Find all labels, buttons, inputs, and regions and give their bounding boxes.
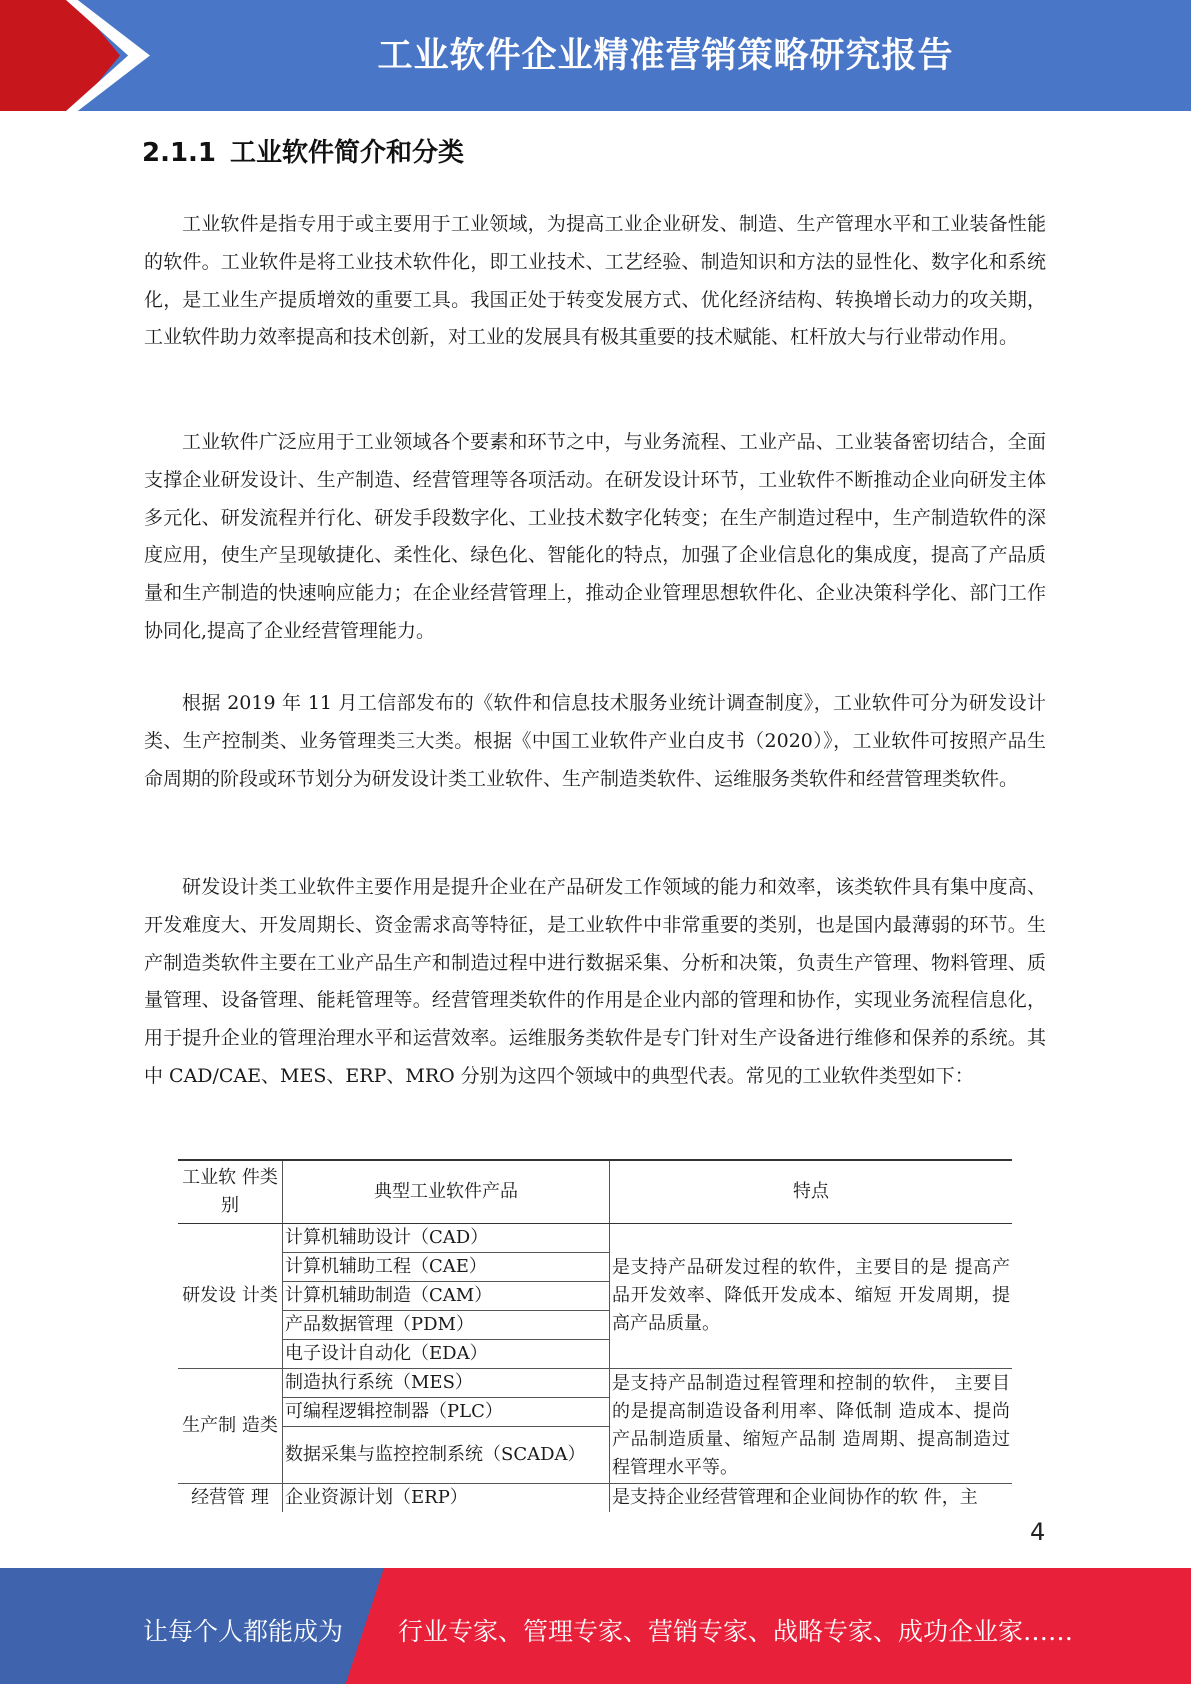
product-cell: 产品数据管理（PDM） — [283, 1311, 610, 1340]
product-cell: 可编程逻辑控制器（PLC） — [283, 1398, 610, 1427]
product-cell: 制造执行系统（MES） — [283, 1369, 610, 1398]
header-products: 典型工业软件产品 — [283, 1160, 610, 1224]
footer-slogan-left: 让每个人都能成为 — [143, 1617, 344, 1646]
paragraph-4: 研发设计类工业软件主要作用是提升企业在产品研发工作领域的能力和效率，该类软件具有集中度高、开发难度大、开发周期长、资金需求高等特征，是工业软件中非常重要的类别，也是国内最薄弱的环节。生产制造类软件主要在工业产品生产和制造过程中进行数据采集、分析和决策，负责生产管理、物料管理、质量管理、设备管理、能耗管理等。经营管理类软件的作用是企业内部的管理和协作，实现业务流程信息化，用于提升企业的管理治理水平和运营效率。运维服务类软件是专门针对生产设备进行维修和保养的系统。其中 CAD/CAE、MES、ERP、MRO 分别为这四个领域中的典型代表。常见的工业软件类型如下： — [144, 876, 1046, 1087]
section-heading — [142, 132, 464, 169]
product-cell: 计算机辅助工程（CAE） — [283, 1253, 610, 1282]
page-footer-banner — [0, 1568, 1191, 1684]
product-cell: 计算机辅助设计（CAD） — [283, 1224, 610, 1253]
product-cell: 计算机辅助制造（CAM） — [283, 1282, 610, 1311]
software-types-table — [178, 1159, 1012, 1512]
category-cell: 生产制 造类 — [178, 1369, 283, 1484]
report-title: 工业软件企业精准营销策略研究报告 — [377, 36, 954, 76]
paragraph-3: 根据 2019 年 11 月工信部发布的《软件和信息技术服务业统计调查制度》，工业软件可分为研发设计类、生产控制类、业务管理类三大类。根据《中国工业软件产业白皮书（2020）》，工业软件可按照产品生命周期的阶段或环节划分为研发设计类工业软件、生产制造类软件、运维服务类软件和经营管理类软件。 — [144, 692, 1046, 790]
product-cell: 企业资源计划（ERP） — [283, 1484, 610, 1513]
section-number: 2.1.1 — [142, 138, 217, 168]
table-row — [178, 1369, 1012, 1398]
product-cell: 数据采集与监控控制系统（SCADA） — [283, 1427, 610, 1484]
category-cell: 经营管 理 — [178, 1484, 283, 1513]
product-cell: 电子设计自动化（EDA） — [283, 1340, 610, 1369]
table-row — [178, 1224, 1012, 1253]
page-number: 4 — [1030, 1518, 1046, 1546]
section-title: 工业软件简介和分类 — [230, 138, 465, 168]
feature-cell: 是支持企业经营管理和企业间协作的软 件，主 — [612, 1487, 978, 1508]
header-red-arrow — [0, 0, 120, 111]
feature-cell: 是支持产品制造过程管理和控制的软件， 主要目的是提高制造设备利用率、降低制 造成本、提尚产品制造质量、缩短产品制 造周期、提高制造过程管理水平等。 — [610, 1369, 1013, 1484]
paragraph-2: 工业软件广泛应用于工业领域各个要素和环节之中，与业务流程、工业产品、工业装备密切结合，全面支撑企业研发设计、生产制造、经营管理等各项活动。在研发设计环节，工业软件不断推动企业向研发主体多元化、研发流程并行化、研发手段数字化、工业技术数字化转变；在生产制造过程中，生产制造软件的深度应用，使生产呈现敏捷化、柔性化、绿色化、智能化的特点，加强了企业信息化的集成度，提高了产品质量和生产制造的快速响应能力；在企业经营管理上，推动企业管理思想软件化、企业决策科学化、部门工作协同化,提高了企业经营管理能力。 — [144, 431, 1046, 642]
page-header-banner — [0, 0, 1191, 111]
header-category: 工业软 件类别 — [178, 1160, 283, 1224]
footer-slogan-right: 行业专家、管理专家、营销专家、战略专家、成功企业家…… — [398, 1617, 1074, 1646]
table-row — [178, 1484, 1012, 1513]
category-cell: 研发设 计类 — [178, 1224, 283, 1369]
header-features: 特点 — [610, 1160, 1013, 1224]
feature-cell: 是支持产品研发过程的软件，主要目的是 提高产品开发效率、降低开发成本、缩短 开发周期，提高产品质量。 — [610, 1224, 1013, 1369]
paragraph-1: 工业软件是指专用于或主要用于工业领域，为提高工业企业研发、制造、生产管理水平和工业装备性能的软件。工业软件是将工业技术软件化，即工业技术、工艺经验、制造知识和方法的显性化、数字化和系统化，是工业生产提质增效的重要工具。我国正处于转变发展方式、优化经济结构、转换增长动力的攻关期，工业软件助力效率提高和技术创新，对工业的发展具有极其重要的技术赋能、杠杆放大与行业带动作用。 — [144, 213, 1046, 349]
table-header-row — [178, 1160, 1012, 1224]
